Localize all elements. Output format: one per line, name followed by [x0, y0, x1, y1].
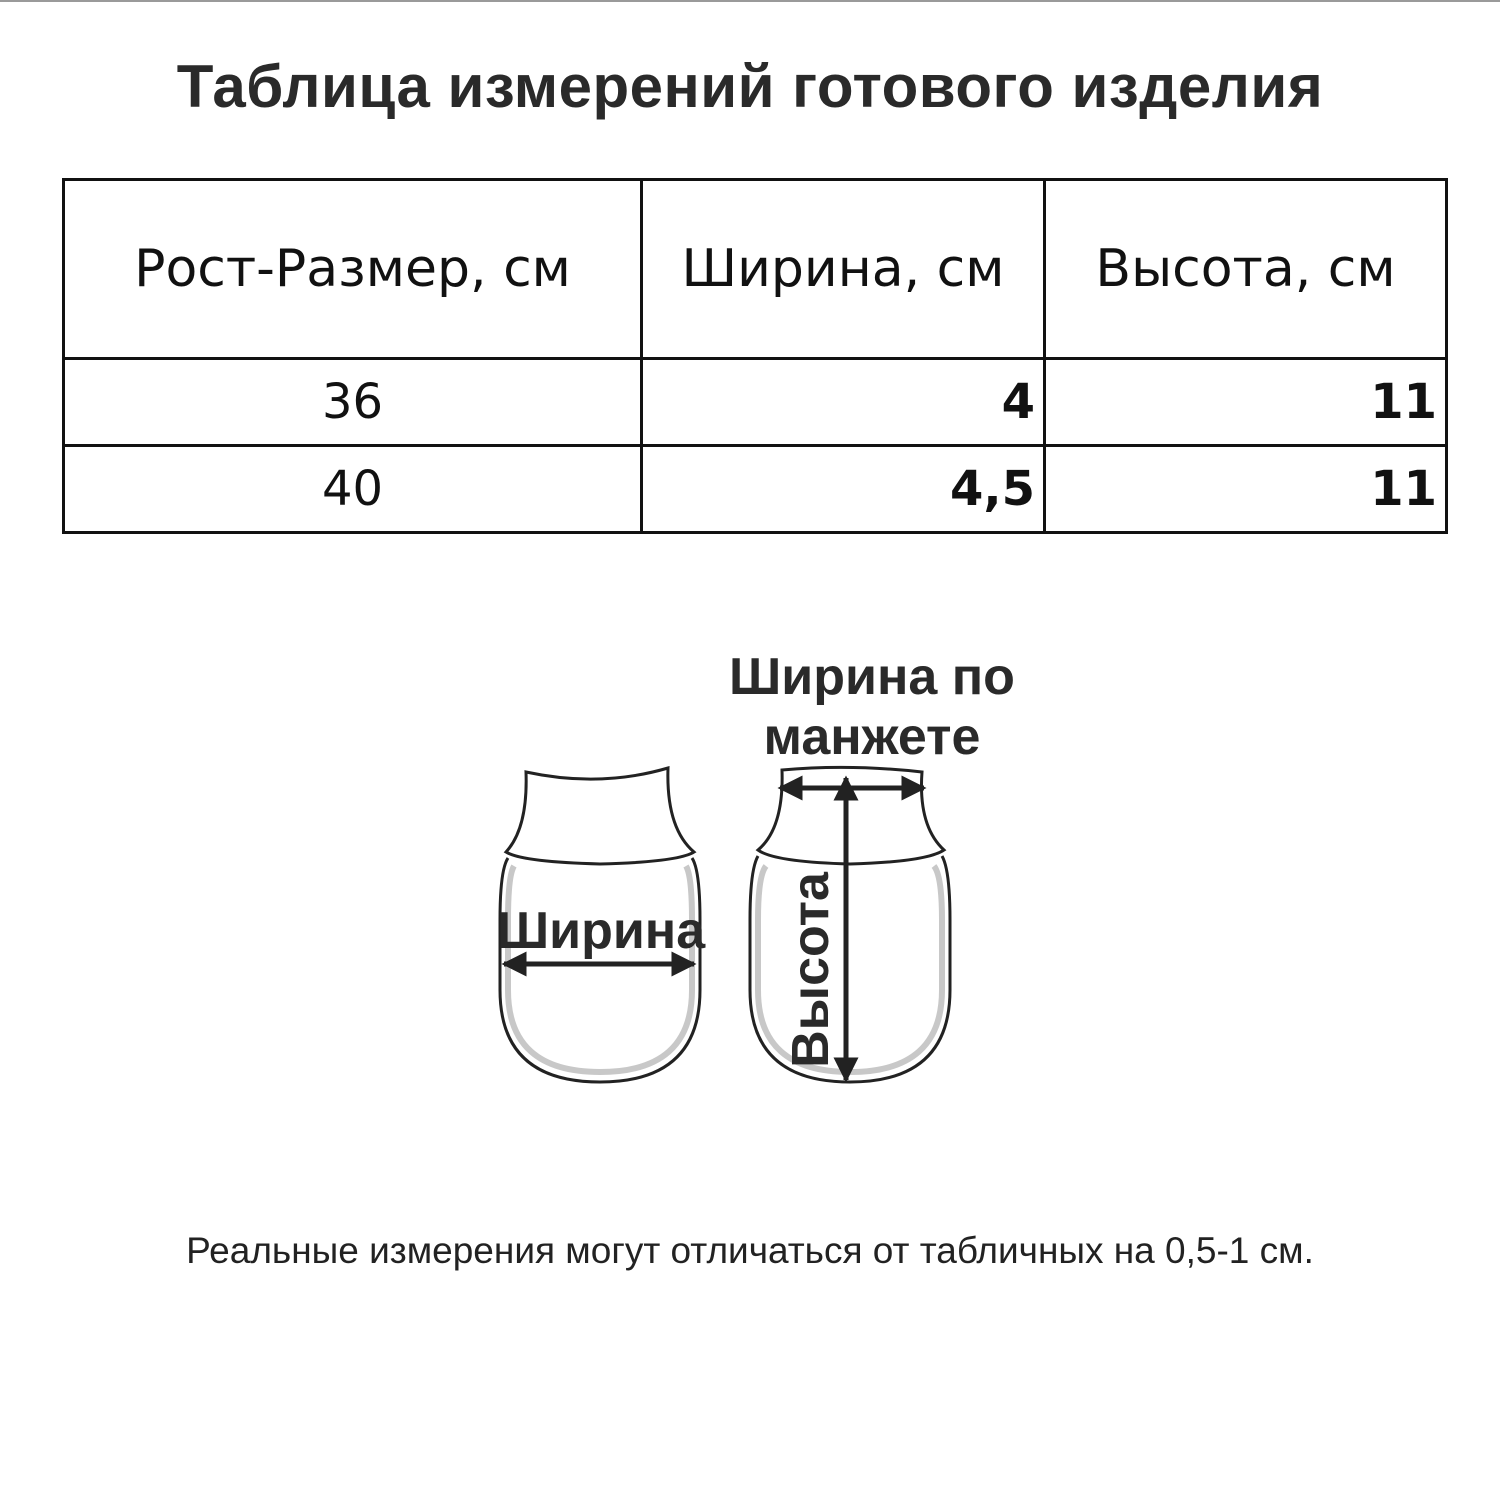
top-divider: [0, 0, 1500, 2]
header-size: Рост-Размер, см: [64, 180, 642, 359]
cell-width: 4: [642, 359, 1045, 446]
cuff-width-label-line1: Ширина по: [729, 648, 1015, 706]
width-label: Ширина: [496, 902, 706, 960]
table-row: [64, 359, 1447, 446]
cuff-width-label-line2: манжете: [763, 708, 981, 766]
table-header-row: [64, 180, 1447, 359]
page-title: Таблица измерений готового изделия: [176, 53, 1324, 120]
cell-size: 40: [64, 446, 642, 533]
header-height: Высота, см: [1045, 180, 1447, 359]
left-mitten-cuff: [506, 768, 694, 864]
mitten-diagram: [470, 640, 1050, 1100]
cell-width: 4,5: [642, 446, 1045, 533]
size-table: [62, 178, 1448, 534]
height-label: Высота: [782, 872, 840, 1068]
cell-height: 11: [1045, 446, 1447, 533]
header-width: Ширина, см: [642, 180, 1045, 359]
measurement-note: Реальные измерения могут отличаться от табличных на 0,5-1 см.: [186, 1230, 1314, 1271]
right-mitten: [750, 767, 950, 1082]
right-mitten-cuff: [758, 767, 944, 864]
cell-height: 11: [1045, 359, 1447, 446]
table-row: [64, 446, 1447, 533]
cell-size: 36: [64, 359, 642, 446]
